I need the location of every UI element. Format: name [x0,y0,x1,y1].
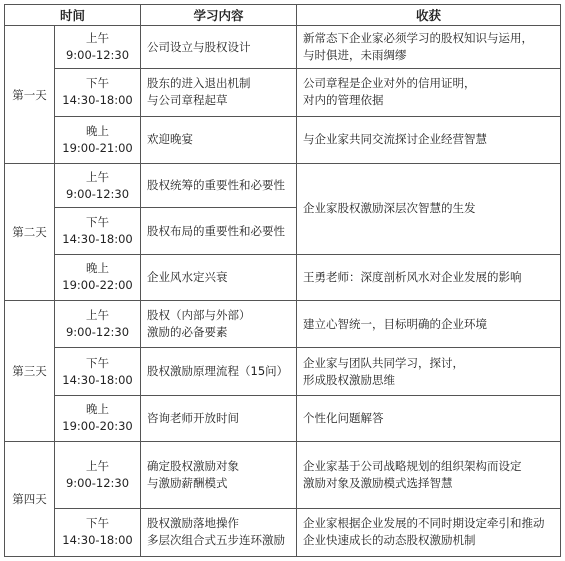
time-range: 14:30-18:00 [62,372,133,387]
content-cell [141,508,297,556]
content-cell [141,69,297,116]
content-line: 企业风水定兴衰 [147,269,228,284]
time-range: 14:30-18:00 [62,232,133,246]
day-label: 第二天 [5,164,55,301]
period: 晚上 [86,402,109,417]
time-range: 9:00-12:30 [65,186,130,201]
content-cell [141,395,297,441]
gain-cell [297,116,561,163]
gain-cell [297,348,561,395]
content-line: 股权统筹的重要性和必要性 [147,178,286,193]
time-cell [55,442,141,509]
time-cell [55,116,141,163]
gain-line: 企业家根据企业发展的不同时期设定牵引和推动 [303,516,545,531]
gain-line: 王勇老师：深度剖析风水对企业发展的影响 [303,269,522,284]
content-line: 多层次组合式五步连环激励 [147,533,286,548]
table-row [5,395,561,441]
time-range: 9:00-12:30 [65,475,130,490]
period: 下午 [86,516,109,531]
time-cell [55,348,141,395]
time-cell [55,69,141,116]
period: 晚上 [86,261,109,276]
time-cell [55,301,141,348]
day-label: 第一天 [5,26,55,164]
gain-line: 激励对象及激励模式选择智慧 [303,475,453,490]
content-line: 激励的必备要素 [147,325,228,340]
gain-cell [297,69,561,116]
gain-line: 企业家基于公司战略规划的组织架构而设定 [303,458,522,473]
table-row [5,254,561,300]
period: 上午 [86,458,109,473]
time-range: 14:30-18:00 [62,93,133,108]
gain-line: 形成股权激励思维 [303,372,396,387]
table-row [5,69,561,116]
header-row [5,5,561,26]
content-cell [141,208,297,254]
gain-cell [297,442,561,509]
gain-line: 公司章程是企业对外的信用证明， [303,76,476,91]
gain-cell [297,26,561,69]
content-line: 欢迎晚宴 [147,132,194,147]
gain-cell [297,508,561,556]
gain-cell [297,395,561,441]
time-range: 19:00-21:00 [62,140,133,155]
schedule-table [4,4,561,557]
gain-cell [297,164,561,255]
content-cell [141,442,297,509]
time-range: 19:00-20:30 [62,419,133,434]
time-cell [55,254,141,300]
time-range: 9:00-12:30 [65,325,130,340]
gain-line: 与时俱进，未雨绸缪 [303,48,407,63]
content-cell [141,254,297,300]
table-row [5,116,561,163]
header-time: 时间 [5,5,141,26]
content-cell [141,348,297,395]
period: 下午 [86,355,109,370]
table-row [5,348,561,395]
gain-line: 个性化问题解答 [303,410,384,425]
period: 晚上 [86,123,109,138]
content-line: 股东的进入退出机制 [147,76,251,91]
period: 下午 [86,76,109,91]
gain-line: 对内的管理依据 [303,93,384,108]
gain-line: 与企业家共同交流探讨企业经营智慧 [303,132,488,147]
time-cell [55,395,141,441]
period: 上午 [86,31,109,46]
time-cell [55,508,141,556]
gain-line: 企业家股权激励深层次智慧的生发 [303,201,476,216]
day-label: 第三天 [5,301,55,442]
content-line: 公司设立与股权设计 [147,39,251,54]
content-line: 股权激励落地操作 [147,516,240,531]
content-line: 股权布局的重要性和必要性 [147,223,286,238]
table-row [5,26,561,69]
content-cell [141,164,297,208]
content-cell [141,301,297,348]
time-cell [55,208,141,254]
day-label: 第四天 [5,442,55,557]
time-cell [55,26,141,69]
content-line: 确定股权激励对象 [147,458,240,473]
gain-line: 企业快速成长的动态股权激励机制 [303,533,476,548]
period: 上午 [86,308,109,323]
time-range: 19:00-22:00 [62,278,133,293]
time-range: 9:00-12:30 [65,48,130,63]
content-line: 与激励薪酬模式 [147,475,228,490]
time-cell [55,164,141,208]
table-row [5,164,561,208]
content-cell [141,26,297,69]
gain-line: 企业家与团队共同学习，探讨， [303,355,465,370]
header-content: 学习内容 [141,5,297,26]
gain-line: 建立心智统一，目标明确的企业环境 [303,316,488,331]
header-gain: 收获 [297,5,561,26]
table-row [5,301,561,348]
table-row [5,508,561,556]
table-row [5,442,561,509]
period: 下午 [86,215,109,229]
period: 上午 [86,169,109,184]
content-line: 咨询老师开放时间 [147,410,240,425]
content-line: 股权激励原理流程（15问） [147,364,289,379]
gain-cell [297,254,561,300]
content-line: 股权（内部与外部） [147,308,251,323]
content-line: 与公司章程起草 [147,93,228,108]
gain-line: 新常态下企业家必须学习的股权知识与运用， [303,31,534,46]
time-range: 14:30-18:00 [62,533,133,548]
content-cell [141,116,297,163]
gain-cell [297,301,561,348]
